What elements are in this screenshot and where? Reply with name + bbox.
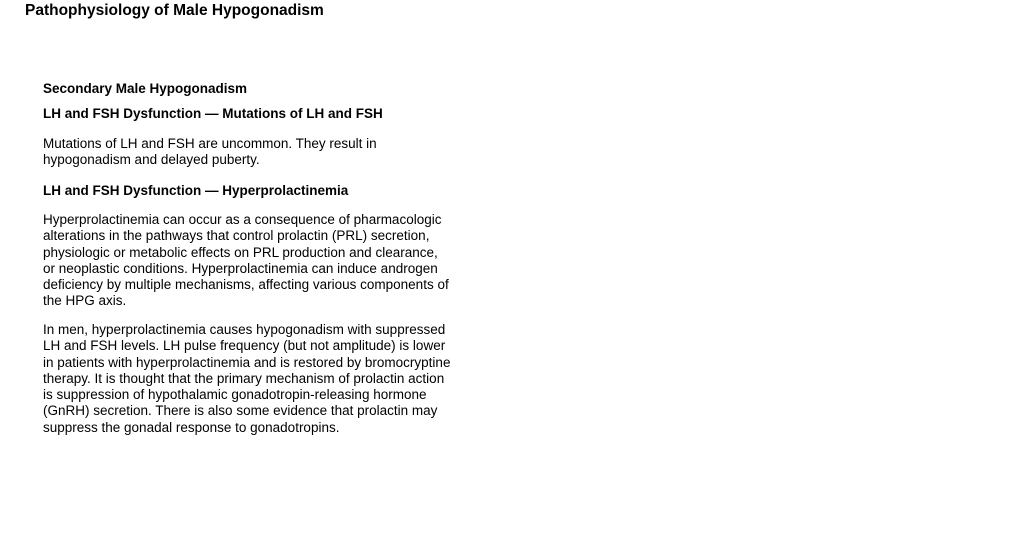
paragraph-line: deficiency by multiple mechanisms, affecting various components of xyxy=(43,277,449,293)
paragraph-line: the HPG axis. xyxy=(43,293,127,309)
page-title: Pathophysiology of Male Hypogonadism xyxy=(25,2,324,19)
paragraph-line: alterations in the pathways that control prolactin (PRL) secretion, xyxy=(43,228,430,244)
paragraph-line: is suppression of hypothalamic gonadotropin-releasing hormone xyxy=(43,387,427,403)
paragraph-line: therapy. It is thought that the primary mechanism of prolactin action xyxy=(43,370,445,386)
hyperprolactinemia-paragraph-1 xyxy=(43,212,483,310)
paragraph-line: Hyperprolactinemia can occur as a consequence of pharmacologic xyxy=(43,212,442,227)
paragraph-line: Mutations of LH and FSH are uncommon. They result in xyxy=(43,136,377,151)
mutations-paragraph xyxy=(43,136,463,169)
paragraph-line: physiologic or metabolic effects on PRL production and clearance, xyxy=(43,244,438,260)
hyperprolactinemia-paragraph-2 xyxy=(43,322,483,436)
paragraph-line: suppress the gonadal response to gonadotropins. xyxy=(43,419,340,435)
paragraph-line: hypogonadism and delayed puberty. xyxy=(43,152,260,168)
paragraph-line: or neoplastic conditions. Hyperprolactinemia can induce androgen xyxy=(43,260,438,276)
paragraph-line: LH and FSH levels. LH pulse frequency (but not amplitude) is lower xyxy=(43,338,446,354)
paragraph-line: (GnRH) secretion. There is also some evidence that prolactin may xyxy=(43,403,438,419)
mutations-heading: LH and FSH Dysfunction — Mutations of LH and FSH xyxy=(43,106,383,121)
paragraph-line: In men, hyperprolactinemia causes hypogonadism with suppressed xyxy=(43,322,446,337)
hyperprolactinemia-heading: LH and FSH Dysfunction — Hyperprolactinemia xyxy=(43,183,349,198)
paragraph-line: in patients with hyperprolactinemia and is restored by bromocryptine xyxy=(43,354,451,370)
section-heading: Secondary Male Hypogonadism xyxy=(43,81,248,96)
